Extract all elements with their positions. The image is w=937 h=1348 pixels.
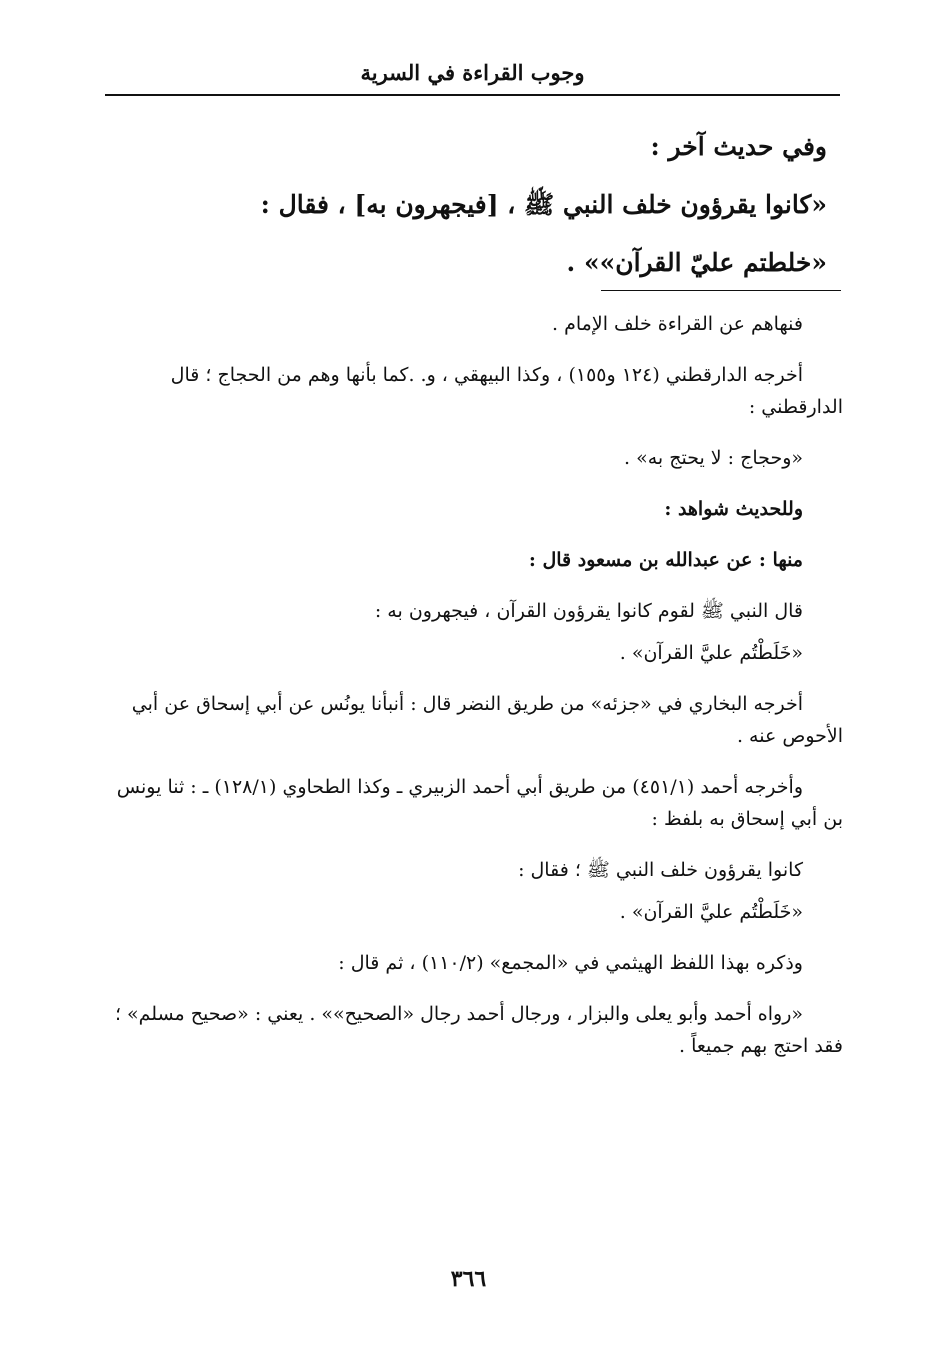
note-paragraph: «رواه أحمد وأبو يعلى والبزار ، ورجال أحمد رجال «الصحيح»» . يعني : «صحيح مسلم» ؛ فقد احتج بهم جميعاً .: [114, 1003, 843, 1057]
footnote-rule: [601, 290, 841, 291]
note-paragraph: وذكره بهذا اللفظ الهيثمي في «المجمع» (١١٠/٢) ، ثم قال :: [338, 952, 803, 974]
main-line-2: «كانوا يقرؤون خلف النبي ﷺ ، [فيجهرون به] ، فقال :: [260, 190, 827, 219]
note-quote: «وحجاج : لا يحتج به» .: [624, 447, 803, 469]
header-rule: [105, 94, 840, 96]
note-quote: «خَلَطْتُم عليَّ القرآن» .: [619, 642, 803, 664]
note-paragraph: أخرجه الدارقطني (١٢٤ و١٥٥) ، وكذا البيهقي ، و. .كما بأنها وهم من الحجاج ؛ قال الدارقطني :: [170, 364, 843, 418]
note-quote: «خَلَطْتُم عليَّ القرآن» .: [619, 901, 803, 923]
main-line-3: «خلطتم عليّ القرآن»» .: [566, 248, 827, 277]
note-heading: وللحديث شواهد :: [664, 498, 803, 520]
footnotes: [108, 308, 843, 1081]
note-paragraph: كانوا يقرؤون خلف النبي ﷺ ؛ فقال :: [518, 859, 803, 881]
note-heading: منها : عن عبدالله بن مسعود قال :: [528, 549, 803, 571]
page-number: ٣٦٦: [450, 1266, 487, 1292]
note-paragraph: قال النبي ﷺ لقوم كانوا يقرؤون القرآن ، فيجهرون به :: [374, 600, 803, 622]
main-text: [187, 118, 827, 292]
note-paragraph: وأخرجه أحمد (٤٥١/١) من طريق أبي أحمد الزبيري ـ وكذا الطحاوي (١٢٨/١) ـ : ثنا يونس بن أبي إسحاق به بلفظ :: [116, 776, 843, 830]
note-paragraph: فنهاهم عن القراءة خلف الإمام .: [552, 313, 803, 335]
main-line-1: وفي حديث آخر :: [650, 132, 827, 161]
note-paragraph: أخرجه البخاري في «جزئه» من طريق النضر قال : أنبأنا يونُس عن أبي إسحاق عن أبي الأحوص عنه .: [131, 693, 843, 747]
running-header: وجوب القراءة في السرية: [360, 60, 585, 85]
